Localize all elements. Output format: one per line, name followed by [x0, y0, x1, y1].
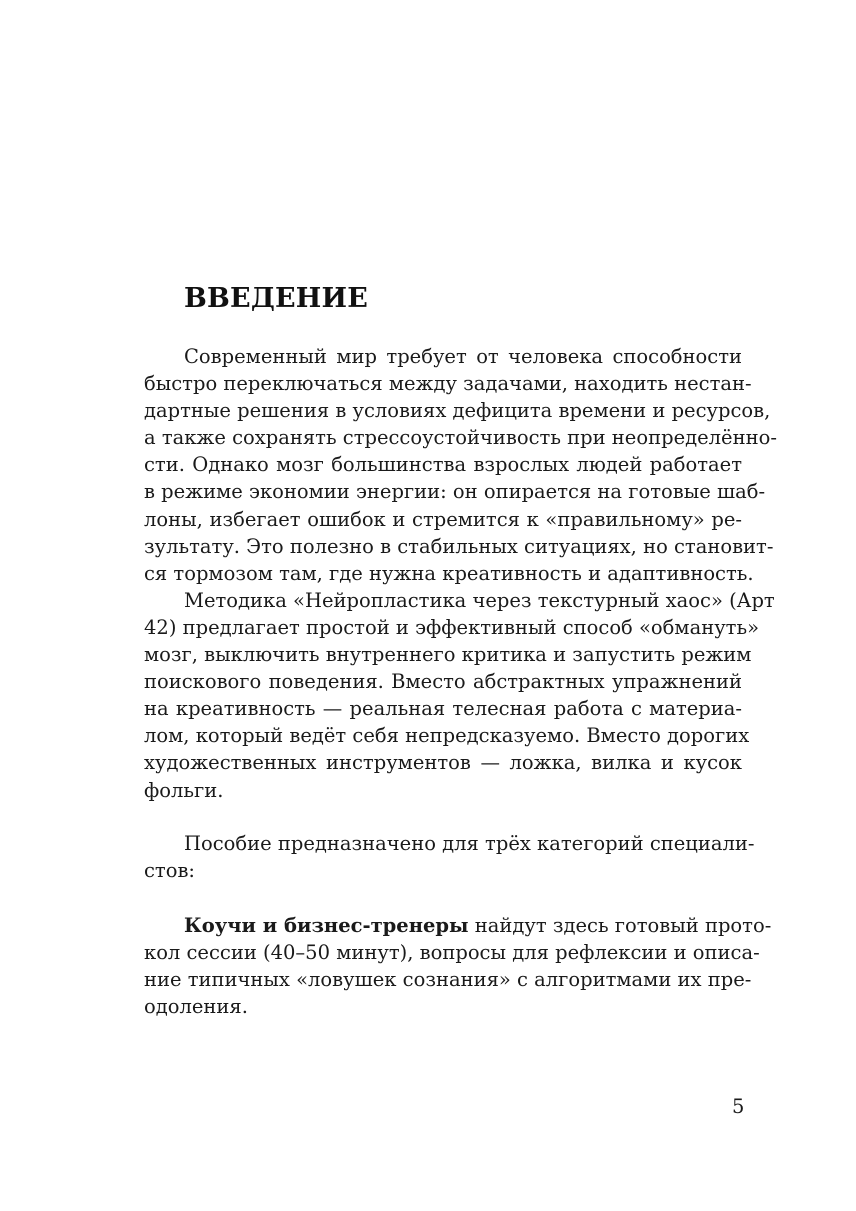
paragraph-line: художественных инструментов — ложка, вилка и кусок — [144, 751, 742, 775]
paragraph-line — [144, 912, 772, 939]
paragraph-line: Пособие предназначено для трёх категорий специали- — [184, 832, 755, 855]
paragraph-line: а также сохранять стрессоустойчивость при неопределённо- — [144, 426, 777, 450]
paragraph-line: кол сессии (40–50 минут), вопросы для рефлексии и описа- — [144, 941, 760, 965]
paragraph-line: дартные решения в условиях дефицита времени и ресурсов, — [144, 399, 771, 423]
paragraph-line: 42) предлагает простой и эффективный способ «обмануть» — [144, 615, 760, 639]
paragraph-line: поискового поведения. Вместо абстрактных упражнений — [144, 670, 742, 694]
paragraph-line: Методика «Нейропластика через текстурный хаос» (Арт — [184, 588, 775, 612]
page-number: 5 — [732, 1095, 745, 1118]
paragraph-line: фольги. — [144, 778, 224, 802]
paragraph-line: одоления. — [144, 995, 248, 1019]
paragraph-line: зультату. Это полезно в стабильных ситуациях, но становит- — [144, 534, 774, 558]
paragraph-line: ние типичных «ловушек сознания» с алгоритмами их пре- — [144, 968, 752, 992]
paragraph-line: Современный мир требует от человека способности — [184, 345, 742, 368]
lead-line-rest: найдут здесь готовый прото- — [468, 914, 772, 937]
paragraph-line: на креативность — реальная телесная работа с материа- — [144, 697, 742, 721]
section-heading: ВВЕДЕНИЕ — [184, 283, 369, 314]
bold-lead-text: Коучи и бизнес-тренеры — [184, 914, 469, 937]
intro-paragraphs — [144, 343, 777, 804]
paragraph-line: быстро переключаться между задачами, находить нестан- — [144, 372, 752, 396]
paragraph-line: мозг, выключить внутреннего критика и запустить режим — [144, 643, 752, 667]
paragraph-line: стов: — [144, 859, 195, 883]
audience-intro-paragraph — [144, 830, 755, 884]
paragraph-line: лоны, избегает ошибок и стремится к «правильному» ре- — [144, 507, 742, 531]
paragraph-line: ся тормозом там, где нужна креативность и адаптивность. — [144, 561, 754, 585]
paragraph-line: сти. Однако мозг большинства взрослых людей работает — [144, 453, 742, 477]
paragraph-line: лом, который ведёт себя непредсказуемо. Вместо дорогих — [144, 724, 750, 748]
coaches-paragraph — [144, 912, 772, 1020]
paragraph-line: в режиме экономии энергии: он опирается на готовые шаб- — [144, 480, 766, 504]
